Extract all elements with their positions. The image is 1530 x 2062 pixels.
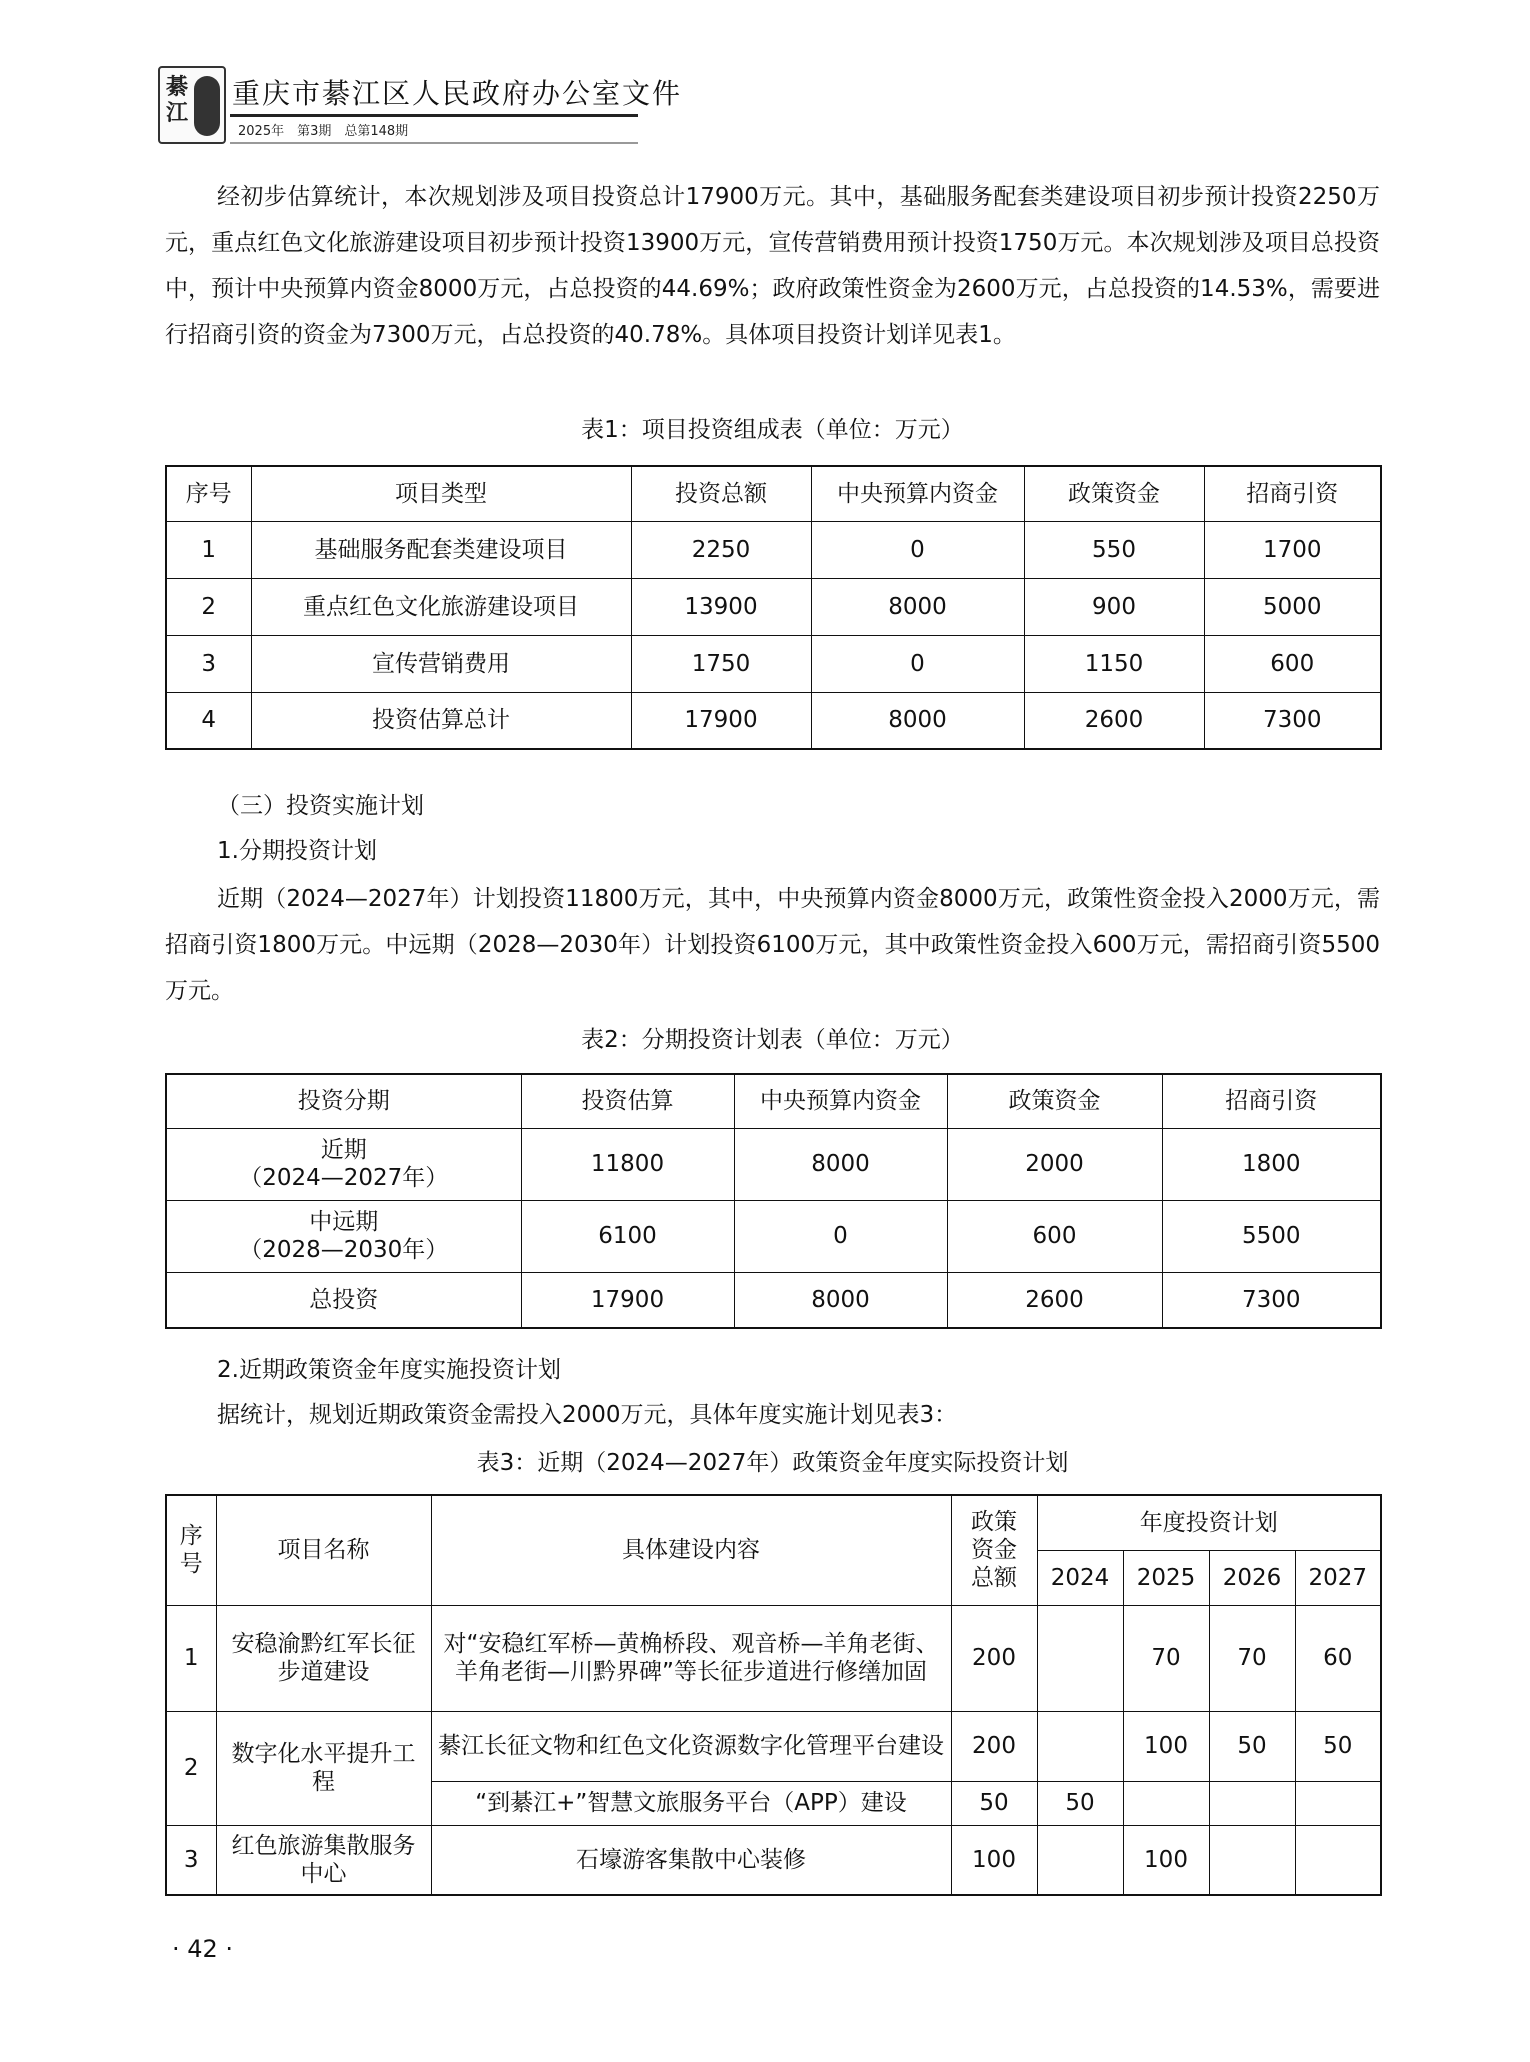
header-rule bbox=[230, 114, 638, 117]
table-cell: 1700 bbox=[1204, 521, 1381, 578]
table2-header-cell: 投资估算 bbox=[521, 1074, 734, 1128]
table-cell: 红色旅游集散服务中心 bbox=[216, 1825, 431, 1895]
table-cell: 70 bbox=[1209, 1605, 1295, 1711]
table-cell: 50 bbox=[1209, 1711, 1295, 1781]
table-cell: 安稳渝黔红军长征步道建设 bbox=[216, 1605, 431, 1711]
table-cell: 8000 bbox=[811, 578, 1024, 635]
period-name: 中远期 bbox=[309, 1209, 379, 1235]
table-cell: 1750 bbox=[631, 635, 811, 692]
issue-info: 2025年 第3期 总第148期 bbox=[238, 124, 409, 139]
table-cell: 600 bbox=[1204, 635, 1381, 692]
subsection-title: 2.近期政策资金年度实施投资计划 bbox=[217, 1357, 561, 1383]
table3-caption: 表3：近期（2024—2027年）政策资金年度实际投资计划 bbox=[476, 1450, 1069, 1476]
table-cell: 1150 bbox=[1024, 635, 1204, 692]
table-cell: 200 bbox=[951, 1605, 1037, 1711]
table-cell: 8000 bbox=[734, 1272, 947, 1328]
qijiang-logo bbox=[158, 66, 226, 144]
table-row bbox=[166, 692, 1381, 749]
table-cell bbox=[1209, 1825, 1295, 1895]
phased-plan-paragraph: 近期（2024—2027年）计划投资11800万元，其中，中央预算内资金8000万元，政策性资金投入2000万元，需招商引资1800万元。中远期（2028—2030年）计划投资6100万元，其中政策性资金投入600万元，需招商引资5500万元。 bbox=[165, 886, 1380, 1004]
year-header-cell: 2024 bbox=[1037, 1550, 1123, 1605]
table3-header-row bbox=[166, 1495, 1381, 1550]
table-cell: 基础服务配套类建设项目 bbox=[251, 521, 631, 578]
table3-header-cell: 政策资金总额 bbox=[951, 1495, 1037, 1605]
table-cell: 7300 bbox=[1162, 1272, 1381, 1328]
year-header-cell: 2026 bbox=[1209, 1550, 1295, 1605]
table-cell: 17900 bbox=[521, 1272, 734, 1328]
table-cell: 2250 bbox=[631, 521, 811, 578]
document-title: 重庆市綦江区人民政府办公室文件 bbox=[232, 77, 683, 110]
header-rule-thin bbox=[230, 142, 638, 144]
table-cell: 2 bbox=[166, 1711, 216, 1825]
table1-header-cell: 中央预算内资金 bbox=[811, 466, 1024, 521]
table3-header-cell: 具体建设内容 bbox=[431, 1495, 951, 1605]
table-cell: 重点红色文化旅游建设项目 bbox=[251, 578, 631, 635]
table2-header-cell: 政策资金 bbox=[947, 1074, 1162, 1128]
table-cell: 数字化水平提升工程 bbox=[216, 1711, 431, 1825]
table-cell: 60 bbox=[1295, 1605, 1381, 1711]
table-cell: 0 bbox=[811, 635, 1024, 692]
table-cell: 綦江长征文物和红色文化资源数字化管理平台建设 bbox=[431, 1711, 951, 1781]
table-row bbox=[166, 635, 1381, 692]
table-cell: 50 bbox=[951, 1781, 1037, 1825]
table-cell: 对“安稳红军桥—黄桷桥段、观音桥—羊角老街、羊角老街—川黔界碑”等长征步道进行修缮加固 bbox=[431, 1605, 951, 1711]
table-cell: 2600 bbox=[947, 1272, 1162, 1328]
table3-header-cell: 序号 bbox=[166, 1495, 216, 1605]
table-row bbox=[166, 1711, 1381, 1781]
table1-header-row bbox=[166, 466, 1381, 521]
table-cell: 8000 bbox=[734, 1128, 947, 1200]
table-cell: 70 bbox=[1123, 1605, 1209, 1711]
table-cell: 8000 bbox=[811, 692, 1024, 749]
annual-plan-paragraph: 据统计，规划近期政策资金需投入2000万元，具体年度实施计划见表3： bbox=[217, 1402, 958, 1428]
table-cell bbox=[1295, 1825, 1381, 1895]
seal-icon bbox=[194, 76, 220, 136]
table-cell: 2600 bbox=[1024, 692, 1204, 749]
table1-header-cell: 投资总额 bbox=[631, 466, 811, 521]
page-number: · 42 · bbox=[172, 1935, 234, 1963]
table-cell: 200 bbox=[951, 1711, 1037, 1781]
table-row bbox=[166, 1200, 1381, 1272]
year-header-cell: 2025 bbox=[1123, 1550, 1209, 1605]
table3-header-cell: 年度投资计划 bbox=[1037, 1495, 1381, 1550]
period-cell bbox=[166, 1200, 521, 1272]
table-cell: 100 bbox=[1123, 1711, 1209, 1781]
table-cell: 600 bbox=[947, 1200, 1162, 1272]
table-cell: 宣传营销费用 bbox=[251, 635, 631, 692]
table-cell: 7300 bbox=[1204, 692, 1381, 749]
table-cell: 石壕游客集散中心装修 bbox=[431, 1825, 951, 1895]
table-cell: 5000 bbox=[1204, 578, 1381, 635]
section-title: （三）投资实施计划 bbox=[217, 793, 424, 819]
table-cell: “到綦江+”智慧文旅服务平台（APP）建设 bbox=[431, 1781, 951, 1825]
table-row bbox=[166, 1128, 1381, 1200]
table-cell: 2 bbox=[166, 578, 251, 635]
table-cell: 5500 bbox=[1162, 1200, 1381, 1272]
table-cell: 投资估算总计 bbox=[251, 692, 631, 749]
table-cell bbox=[1037, 1825, 1123, 1895]
table-cell: 11800 bbox=[521, 1128, 734, 1200]
table-cell bbox=[1295, 1781, 1381, 1825]
period-name: 近期 bbox=[320, 1137, 367, 1163]
table-cell: 550 bbox=[1024, 521, 1204, 578]
table-cell: 3 bbox=[166, 1825, 216, 1895]
intro-paragraph: 经初步估算统计，本次规划涉及项目投资总计17900万元。其中，基础服务配套类建设项目初步预计投资2250万元，重点红色文化旅游建设项目初步预计投资13900万元，宣传营销费用预计投资1750万元。本次规划涉及项目总投资中，预计中央预算内资金8000万元，占总投资的44.69%；政府政策性资金为2600万元，占总投资的14.53%，需要进行招商引资的资金为7300万元，占总投资的40.78%。具体项目投资计划详见表1。 bbox=[165, 184, 1380, 348]
table-cell: 900 bbox=[1024, 578, 1204, 635]
table-cell: 6100 bbox=[521, 1200, 734, 1272]
table-cell: 50 bbox=[1037, 1781, 1123, 1825]
table-cell: 1800 bbox=[1162, 1128, 1381, 1200]
subsection-title: 1.分期投资计划 bbox=[217, 838, 377, 864]
table-row bbox=[166, 578, 1381, 635]
period-cell: 总投资 bbox=[166, 1272, 521, 1328]
table-row bbox=[166, 1605, 1381, 1711]
table-cell: 100 bbox=[951, 1825, 1037, 1895]
year-header-cell: 2027 bbox=[1295, 1550, 1381, 1605]
table-cell: 3 bbox=[166, 635, 251, 692]
table-cell: 13900 bbox=[631, 578, 811, 635]
table-row bbox=[166, 521, 1381, 578]
table-cell: 50 bbox=[1295, 1711, 1381, 1781]
table-row bbox=[166, 1825, 1381, 1895]
table3-header-cell: 项目名称 bbox=[216, 1495, 431, 1605]
table-cell: 17900 bbox=[631, 692, 811, 749]
table-cell: 1 bbox=[166, 1605, 216, 1711]
table1-header-cell: 政策资金 bbox=[1024, 466, 1204, 521]
table1-header-cell: 项目类型 bbox=[251, 466, 631, 521]
document-header bbox=[158, 66, 683, 148]
table-cell: 1 bbox=[166, 521, 251, 578]
period-cell bbox=[166, 1128, 521, 1200]
table2-header-cell: 招商引资 bbox=[1162, 1074, 1381, 1128]
table1-header-cell: 招商引资 bbox=[1204, 466, 1381, 521]
period-range: （2024—2027年） bbox=[239, 1165, 449, 1191]
table-row bbox=[166, 1272, 1381, 1328]
table-cell bbox=[1209, 1781, 1295, 1825]
table-cell: 2000 bbox=[947, 1128, 1162, 1200]
table1-caption: 表1：项目投资组成表（单位：万元） bbox=[581, 417, 964, 443]
table2-header-row bbox=[166, 1074, 1381, 1128]
table2 bbox=[165, 1073, 1382, 1329]
table1 bbox=[165, 465, 1382, 750]
table2-header-cell: 投资分期 bbox=[166, 1074, 521, 1128]
table-cell: 4 bbox=[166, 692, 251, 749]
table-cell bbox=[1123, 1781, 1209, 1825]
table-cell bbox=[1037, 1711, 1123, 1781]
table2-header-cell: 中央预算内资金 bbox=[734, 1074, 947, 1128]
table-cell: 0 bbox=[811, 521, 1024, 578]
table2-caption: 表2：分期投资计划表（单位：万元） bbox=[581, 1027, 964, 1053]
table-cell: 100 bbox=[1123, 1825, 1209, 1895]
table3 bbox=[165, 1494, 1382, 1896]
period-range: （2028—2030年） bbox=[239, 1237, 449, 1263]
table-cell: 0 bbox=[734, 1200, 947, 1272]
table-cell bbox=[1037, 1605, 1123, 1711]
logo-text: 綦江 bbox=[166, 74, 189, 126]
table1-header-cell: 序号 bbox=[166, 466, 251, 521]
